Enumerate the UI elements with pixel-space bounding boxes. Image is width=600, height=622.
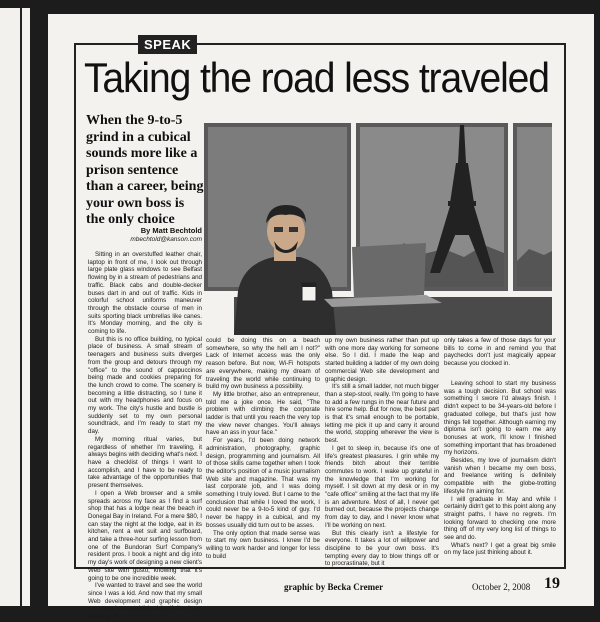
issue-date: October 2, 2008	[472, 582, 531, 592]
paragraph: The only option that made sense was to start my own business. I knew I'd be willing to work harder and longer for less to build	[206, 529, 320, 560]
article-column-3	[325, 337, 439, 568]
paragraph: My morning ritual varies, but regardless of whether I'm traveling, it always begins with deciding what's next. I have a checklist of things I want to accomplish, and I have to be ready to take advantage of the opportunities that present themselves.	[88, 435, 202, 490]
graphic-credit: graphic by Becka Cremer	[284, 582, 384, 592]
paragraph: up my own business rather than put up with one more day working for someone else. So I did. I made the leap and started building a ladder of my own doing commercial Web site development and graphic design.	[325, 337, 439, 383]
article-column-1	[88, 251, 202, 621]
paragraph: I get to sleep in, because it's one of life's greatest pleasures. I grin while my friends bitch about their terrible commutes to work. I wake up grateful in the knowledge that I'm working for myself. I sit down at my desk or in my "cafe office" smiling at the fact that my life is an adventure. Most of all, I never get burned out, because the projects change from day to day, and I never know what I'll be working on next.	[325, 444, 439, 529]
headline: Taking the road less traveled	[84, 54, 549, 101]
page-number: 19	[544, 575, 560, 592]
paragraph: What's next? I get a great big smile on my face just thinking about it.	[444, 541, 556, 557]
author-email: mbechtold@kanson.com	[130, 236, 202, 243]
adjacent-page-rule	[20, 8, 22, 606]
paragraph: I've wanted to travel and see the world since I was a kid. And now that my small Web development and graphic design company has established itself, I've been thinking, "I	[88, 582, 202, 621]
paragraph: Besides, my love of journalism didn't vanish when I became my own boss, and freelance writing is definitely compatible with the globe-trotting lifestyle I'm aiming for.	[444, 457, 556, 495]
deck: When the 9-to-5 grind in a cubical sounds more like a prison sentence than a career, being your own boss is the only choice	[86, 113, 204, 227]
paragraph: For years, I'd been doing network administration, photography, graphic design, programming and journalism. All of those skills came together when I took the editor's position of a music journalism Web site and magazine. That was my last corporate job, and I was doing something I truly loved. But I came to the conclusion that while I loved the work, I could never be a 9-to-5 kind of guy. I'd never be happy in a cubical, and my bosses usually did turn out to be asses.	[206, 437, 320, 529]
paragraph: But this clearly isn't a lifestyle for everyone. It takes a lot of willpower and discipline to be your own boss. It's tempting every day to blow things off or to procrastinate, but it	[325, 529, 439, 568]
newspaper-page	[48, 14, 594, 621]
paragraph: My little brother, also an entrepreneur, told me a joke once. He said, "The problem with climbing the corporate ladder is that until you reach the very top the view never changes. You'll always have an ass in your face."	[206, 390, 320, 437]
coffee-cup-icon	[302, 283, 316, 301]
paragraph: I will graduate in May and while I certainly didn't get to this point along any straight paths, I have no regrets. I'm looking forward to checking one more thing off of my very long list of things to see and do.	[444, 495, 556, 542]
illustration	[204, 123, 552, 335]
paragraph: But this is no office building, no typical place of business. A small stream of teenagers and business suits diverges from the group and detours through my "office" to the sound of cappuccinos being made and cookies preparing for the lunch crowd to come. The scenery is becoming a little distracting, so I tune it out with my headphones and focus on my work. The city's hustle and bustle is suddenly set to my own personal soundtrack, and I'm ready to start my day.	[88, 335, 202, 436]
byline: By Matt Bechtold	[140, 226, 202, 235]
paragraph: Leaving school to start my business was a tough decision. But school was something I swore I'd always finish. I didn't expect to be 34-years-old before I graduated college, but that's just how things fell together. Although earning my diploma isn't going to earn me any bonuses at work, I'll know I finished something important that has broadened my horizons.	[444, 380, 556, 457]
adjacent-page-edge	[0, 8, 30, 606]
section-tag: SPEAK	[138, 35, 197, 54]
paragraph: I open a Web browser and a smile spreads across my face as I find a surf shop that has a lodge near the beach in Donegal Bay in Ireland. For a mere $80, I can stay the night at the lodge, eat in its kitchen, rent a wet suit and surfboard, and take a three-hour surfing lesson from one of the Bundoran Surf Company's resident pros. I book a night and dig into my day's work of designing a new client's Web site with gusto, knowing that it's going to be one incredible week.	[88, 489, 202, 582]
article-column-2	[206, 337, 320, 561]
paragraph: could be doing this on a beach somewhere, so why the hell am I not?" Lack of Internet access was the only reason before. But now, Wi-Fi hotspots are everywhere, making my dream of traveling the world while continuing to build my own business a possibility.	[206, 337, 320, 391]
paragraph: only takes a few of those days for your bills to come in and remind you that paychecks don't just magically appear because you clocked in.	[444, 337, 556, 368]
paragraph: Sitting in an overstuffed leather chair, laptop in front of me, I look out through large plate glass windows to see Belfast flowing by in a stream of pedestrians and traffic. Black cabs and double-decker buses dart in and out of traffic. Kids in colorful school uniforms maneuver through the obstacle course of men in suits sporting black umbrellas like canes. It's Monday morning, and the city is coming to life.	[88, 251, 202, 336]
paragraph: It's still a small ladder, not much bigger than a step-stool, really. I'm going to have to add a few rungs in the near future and hire some help. But for now, the best part is that it's small enough to be portable, letting me pick it up and carry it around the world, stopping wherever the view is best.	[325, 383, 439, 445]
article-column-4	[444, 380, 556, 560]
